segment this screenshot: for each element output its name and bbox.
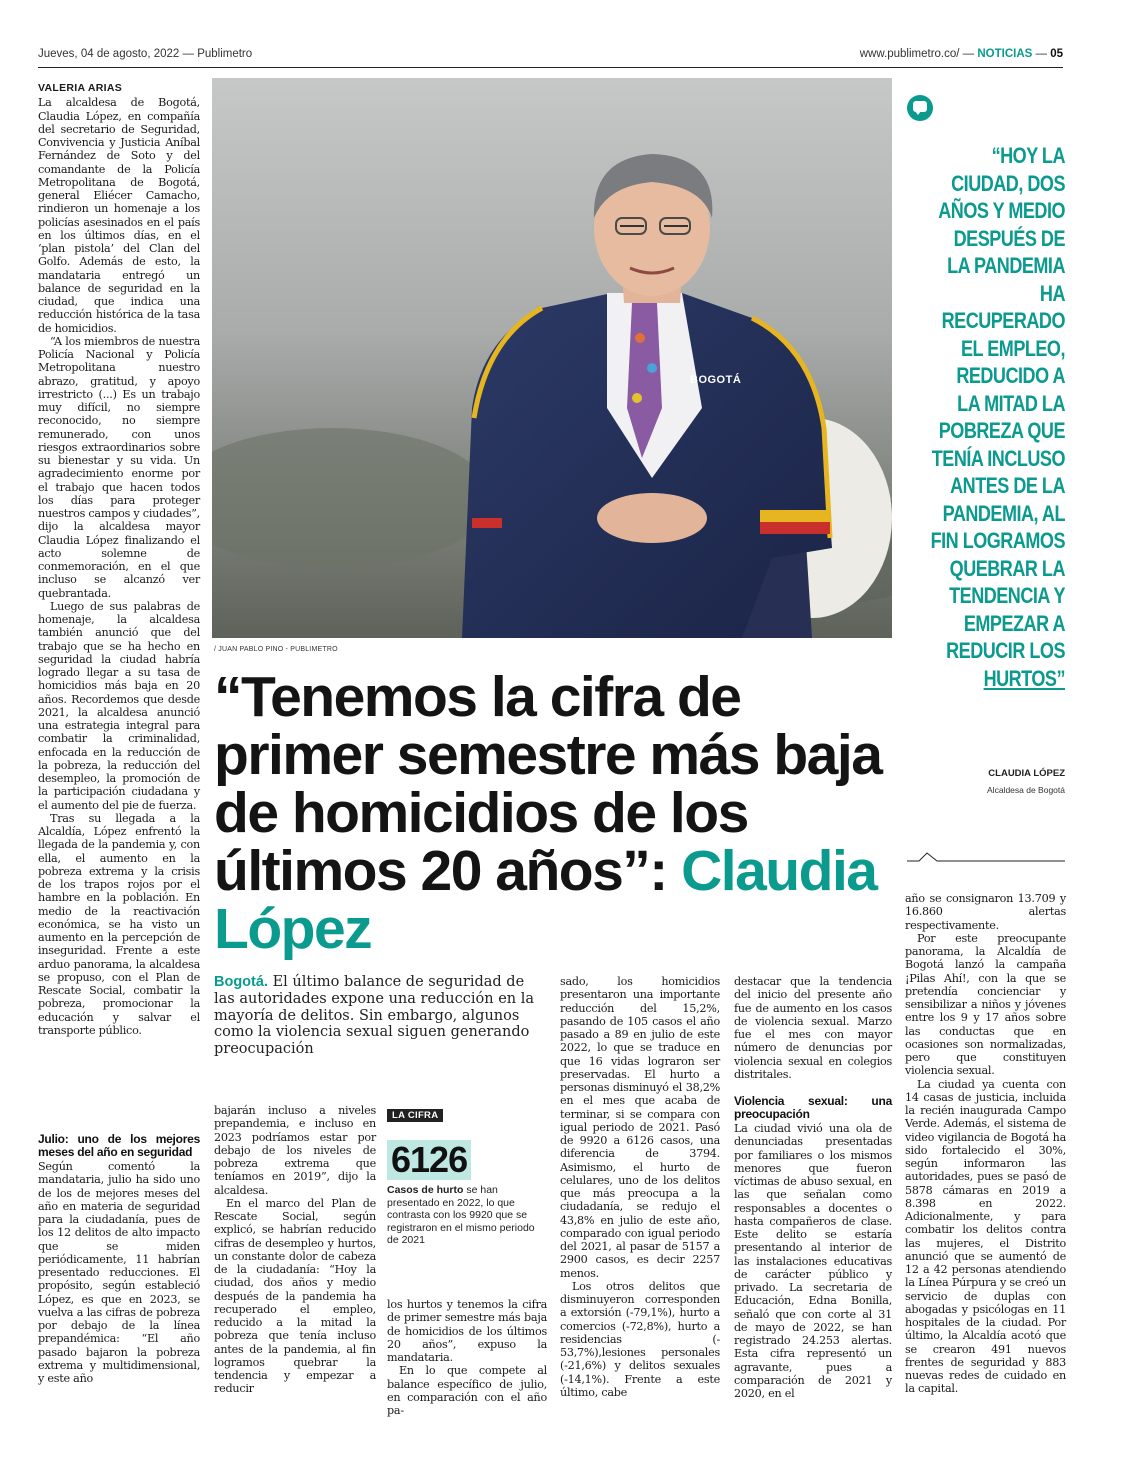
paragraph: los hurtos y tenemos la cifra de primer semestre más baja de homicidios de los últimos 20 años”, expuso la mandataria. [387, 1298, 547, 1364]
paragraph: año se consignaron 13.709 y 16.860 alertas respectivamente. [905, 892, 1066, 932]
article-column-4 [734, 975, 892, 1400]
paragraph: Luego de sus palabras de homenaje, la alcaldesa también anunció que del trabajo que se ha hecho en seguridad la ciudad habría logrado llegar a su tasa de homicidios más baja en 20 años. Recordemos que desde 2021, la alcaldesa anunció una estrategia integral para combatir la criminalidad, enfocada en la reducción de la pobreza, la reducción del desempleo, la promoción de la participación ciudadana y el aumento del pie de fuerza. [38, 599, 200, 812]
stat-description [387, 1184, 547, 1247]
headline-main: “Tenemos la cifra de primer semestre más baja de homicidios de los últimos 20 años”: [214, 665, 882, 903]
stat-tag: LA CIFRA [387, 1109, 443, 1122]
lead-photo [212, 78, 892, 638]
stat-box [387, 1103, 547, 1247]
photo-credit: / JUAN PABLO PINO - PUBLIMETRO [214, 646, 338, 653]
paragraph: La ciudad vivió una ola de denunciadas presentadas por familiares o los mismos menores que fueron víctimas de abuso sexual, en las que señalan como responsables a docentes o hasta compañeros de clase. Este delito se estaría presentando al interior de las instalaciones educativas de carácter público y privado. La secretaria de Educación, Edna Bonilla, señaló que con corte al 31 de mayo de 2022, se han registrado 24.253 alertas. Esta cifra representó un agravante, pues a comparación de 2021 y 2020, en el [734, 1122, 892, 1400]
quote-bubble-icon [907, 95, 933, 121]
stat-number: 6126 [387, 1140, 471, 1180]
article-column-1-bottom [38, 1133, 200, 1385]
article-column-3-bottom [387, 1298, 547, 1417]
paragraph: bajarán incluso a niveles prepandemia, e incluso en 2023 podríamos estar por debajo de los niveles de pobreza extrema que teníamos en 2019”, dijo la alcaldesa. [214, 1104, 376, 1197]
paragraph: En lo que compete al balance específico de julio, en comparación con el año pa- [387, 1364, 547, 1417]
portrait-illustration [212, 78, 892, 638]
quote-author: CLAUDIA LÓPEZ [988, 768, 1065, 779]
headline [214, 665, 894, 961]
quote-author-role: Alcaldesa de Bogotá [987, 785, 1065, 795]
paragraph: En el marco del Plan de Rescate Social, según explicó, se habrían reducido cifras de desempleo y hurtos, un constante dolor de cabeza de la ciudadanía: “Hoy la ciudad, dos años y medio después de la pandemia ha recuperado el empleo, reducido a la mitad la pobreza que tenía incluso antes de la pandemia, al fin logramos quebrar la tendencia y empezar a reducir [214, 1196, 376, 1396]
paragraph: Por este preocupante panorama, la Alcaldía de Bogotá lanzó la campaña ¡Pilas Ahí!, con la que se pretendía concienciar y sensibilizar a niños y jóvenes entre los 9 y 17 años sobre las conductas que en ocasiones son normalizadas, pero que constituyen violencia sexual. [905, 931, 1066, 1078]
paragraph: Tras su llegada a la Alcaldía, López enfrentó la llegada de la pandemia y, con ella, el aumento en la pobreza extrema y la crisis de los trapos rojos por el hambre en la población. En medio de la reactivación económica, se ha visto un aumento en la percepción de inseguridad. Frente a este arduo panorama, la alcaldesa se propuso, con el Plan de Rescate Social, combatir la pobreza, promocionar la educación y salvar el transporte público. [38, 811, 200, 1037]
pull-quote-rule [907, 852, 1065, 862]
paragraph: La ciudad ya cuenta con 14 casas de justicia, incluida la recién inaugurada Campo Verde. Además, el sistema de video vigilancia de Bogotá ha sido fortalecido el 30%, según informaron las autoridades, pues se pasó de 5878 cámaras en 2019 a 8.398 en 2022. Adicionalmente, y para combatir los delitos contra las mujeres, el Distrito anunció que se aumentó de 12 a 42 personas atendiendo la Línea Púrpura y se creó un servicio de duplas con abogadas y psicólogas en 11 hospitales de la ciudad. Por último, la Alcaldía acotó que se crearon 491 nuevos frentes de seguridad y 883 nuevas redes de cuidado en la capital. [905, 1077, 1066, 1396]
paragraph: La alcaldesa de Bogotá, Claudia López, en compañía del secretario de Seguridad, Convivencia y Justicia Aníbal Fernández de Soto y del comandante de la Policía Metropolitana de Bogotá, general Eliécer Camacho, rindieron un homenaje a los policías asesinados en el país en los últimos días, en el ‘plan pistola’ del Clan del Golfo. Además de esto, la mandataria entregó un balance de seguridad en la ciudad, que indica una reducción histórica de la tasa de homicidios. [38, 96, 200, 335]
article-column-2 [214, 1104, 376, 1396]
pull-quote-text: “HOY LA CIUDAD, DOS AÑOS Y MEDIO DESPUÉS DE LA PANDEMIA HA RECUPERADO EL EMPLEO, REDUCIDO A LA MITAD LA POBREZA QUE TENÍA INCLUSO ANTES DE LA PANDEMIA, AL FIN LOGRAMOS QUEBRAR LA TENDENCIA Y EMPEZAR A REDUCIR LOS [930, 143, 1065, 663]
header-separator: — [1032, 48, 1051, 60]
page-number: 05 [1050, 48, 1063, 60]
pull-quote-last: HURTOS” [983, 665, 1065, 691]
header-right [860, 48, 1063, 60]
lede-text: El último balance de seguridad de las autoridades expone una reducción en la mayoría de delitos. Sin embargo, algunos como la violencia sexual siguen generando preocupación [214, 974, 535, 1058]
paragraph: sado, los homicidios presentaron una importante reducción del 15,2%, pasando de 105 casos el año pasado a 89 en julio de este 2022, lo que se traduce en que 16 vidas lograron ser preservadas. El hurto a personas disminuyó el 38,2% en el mes que acaba de terminar, si se compara con igual periodo de 2021. Pasó de 9920 a 6126 casos, una diferencia de 3794. Asimismo, el hurto de celulares, uno de los delitos que más preocupa a la ciudadanía, se redujo el 43,8% en julio de este año, comparado con igual periodo del 2021, al pasar de 5157 a 2900 casos, es decir 2257 menos. [560, 975, 720, 1280]
article-column-1 [38, 82, 200, 1037]
lede-location: Bogotá. [214, 974, 268, 990]
paragraph: destacar que la tendencia del inicio del presente año fue de aumento en los casos de violencia sexual. Marzo fue el mes con mayor número de denuncias por violencia sexual en colegios distritales. [734, 975, 892, 1081]
paragraph: Según comentó la mandataria, julio ha sido uno de los de mejores meses del año en materia de seguridad para la ciudadanía, pues de los 12 delitos de alto impacto que se miden periódicamente, 11 habrían presentado reducciones. El propósito, según estableció López, es que en 2023, se vuelva a las cifras de pobreza por debajo de la línea prepandémica: “El año pasado bajaron la pobreza extrema y multidimensional, y este año [38, 1160, 200, 1385]
header-rule [38, 67, 1063, 68]
paragraph: Los otros delitos que disminuyeron corresponden a extorsión (-79,1%), hurto a comercios (-72,8%), hurto a residencias (- 53,7%),lesiones personales (-21,6%) y delitos sexuales (-14,1%). Frente a este último, cabe [560, 1279, 720, 1399]
pull-quote [930, 142, 1065, 692]
site-url[interactable]: www.publimetro.co/ — [859, 48, 978, 60]
section-name: NOTICIAS [977, 48, 1033, 60]
subheading: Violencia sexual: una preocupación [734, 1094, 892, 1121]
stat-text: se han presentado en 2022, lo que contrasta con los 9920 que se registraron en el mismo periodo de 2021 [387, 1184, 535, 1246]
page-header [38, 48, 1063, 66]
paragraph: “A los miembros de nuestra Policía Nacional y Policía Metropolitana nuestro abrazo, gratitud, y apoyo irrestricto (...) Es un trabajo muy difícil, no siempre reconocido, no siempre remunerado, con unos riesgos extraordinarios sobre su bienestar y su vida. Un agradecimiento enorme por el trabajo que hacen todos los días para proteger nuestros campos y ciudades”, dijo la alcaldesa mayor Claudia López finalizando el acto solemne de conmemoración, en el que incluso se alcanzó ver quebrantada. [38, 334, 200, 600]
article-column-5 [905, 892, 1066, 1396]
jacket-logo: BOGOTÁ [690, 374, 742, 386]
headline-accent: Claudia López [214, 839, 877, 961]
lede [214, 974, 534, 1058]
byline: VALERIA ARIAS [38, 82, 123, 94]
publication-date: Jueves, 04 de agosto, 2022 — Publimetro [38, 48, 253, 60]
stat-label: Casos de hurto [387, 1184, 464, 1196]
subheading: Julio: uno de los mejores meses del año en seguridad [38, 1132, 200, 1159]
article-column-3 [560, 975, 720, 1399]
